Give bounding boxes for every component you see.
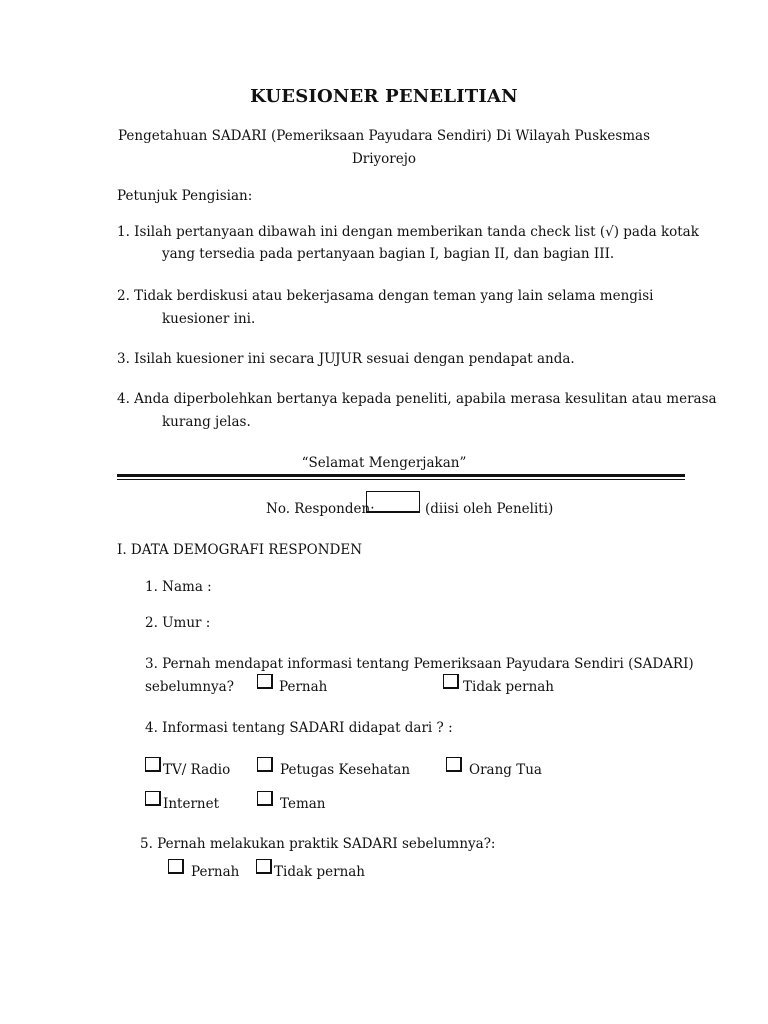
question-name: 1. Nama :: [145, 579, 212, 595]
instruction-4-line-1: 4. Anda diperbolehkan bertanya kepada peneliti, apabila merasa kesulitan atau merasa: [117, 391, 717, 407]
subtitle-line-1: Pengetahuan SADARI (Pemeriksaan Payudara Sendiri) Di Wilayah Puskesmas: [117, 128, 651, 144]
instruction-2-line-1: 2. Tidak berdiskusi atau bekerjasama dengan teman yang lain selama mengisi: [117, 288, 654, 304]
checkbox-q4-internet[interactable]: [145, 791, 161, 806]
option-q5-tidak-pernah: Tidak pernah: [274, 864, 366, 880]
option-q4-internet: Internet: [163, 796, 220, 812]
checkbox-q5-pernah[interactable]: [168, 859, 184, 874]
question-3-line-2: sebelumnya?: [145, 679, 234, 695]
question-4: 4. Informasi tentang SADARI didapat dari ? :: [145, 720, 453, 736]
option-q4-orang-tua: Orang Tua: [469, 762, 542, 778]
closing-greeting: “Selamat Mengerjakan”: [301, 455, 467, 471]
instructions-heading: Petunjuk Pengisian:: [117, 188, 253, 204]
checkbox-q4-tv-radio[interactable]: [145, 757, 161, 772]
option-q4-tv-radio: TV/ Radio: [163, 762, 231, 778]
option-q3-tidak-pernah: Tidak pernah: [463, 679, 555, 695]
respondent-number-box[interactable]: [366, 491, 420, 513]
option-q4-petugas: Petugas Kesehatan: [280, 762, 411, 778]
section-1-heading: I. DATA DEMOGRAFI RESPONDEN: [117, 542, 363, 558]
option-q3-pernah: Pernah: [279, 679, 328, 695]
instruction-3: 3. Isilah kuesioner ini secara JUJUR sesuai dengan pendapat anda.: [117, 351, 575, 367]
option-q5-pernah: Pernah: [191, 864, 240, 880]
divider-thin: [117, 479, 685, 480]
document-title: KUESIONER PENELITIAN: [250, 86, 518, 107]
instruction-1-line-2: yang tersedia pada pertanyaan bagian I, bagian II, dan bagian III.: [162, 246, 615, 262]
checkbox-q3-tidak-pernah[interactable]: [443, 674, 459, 689]
instruction-4-line-2: kurang jelas.: [162, 414, 251, 430]
checkbox-q3-pernah[interactable]: [257, 674, 273, 689]
checkbox-q4-teman[interactable]: [257, 791, 273, 806]
option-q4-teman: Teman: [280, 796, 326, 812]
question-age: 2. Umur :: [145, 615, 211, 631]
checkbox-q5-tidak-pernah[interactable]: [256, 859, 272, 874]
checkbox-q4-petugas[interactable]: [257, 757, 273, 772]
question-5: 5. Pernah melakukan praktik SADARI sebelumnya?:: [140, 836, 496, 852]
instruction-2-line-2: kuesioner ini.: [162, 311, 256, 327]
respondent-label: No. Responden:: [266, 501, 375, 517]
subtitle-line-2: Driyorejo: [351, 151, 417, 167]
divider-thick: [117, 474, 685, 477]
checkbox-q4-orang-tua[interactable]: [446, 757, 462, 772]
instruction-1-line-1: 1. Isilah pertanyaan dibawah ini dengan memberikan tanda check list (√) pada kotak: [117, 224, 699, 240]
question-3-line-1: 3. Pernah mendapat informasi tentang Pemeriksaan Payudara Sendiri (SADARI): [145, 656, 694, 672]
respondent-note: (diisi oleh Peneliti): [425, 501, 554, 517]
